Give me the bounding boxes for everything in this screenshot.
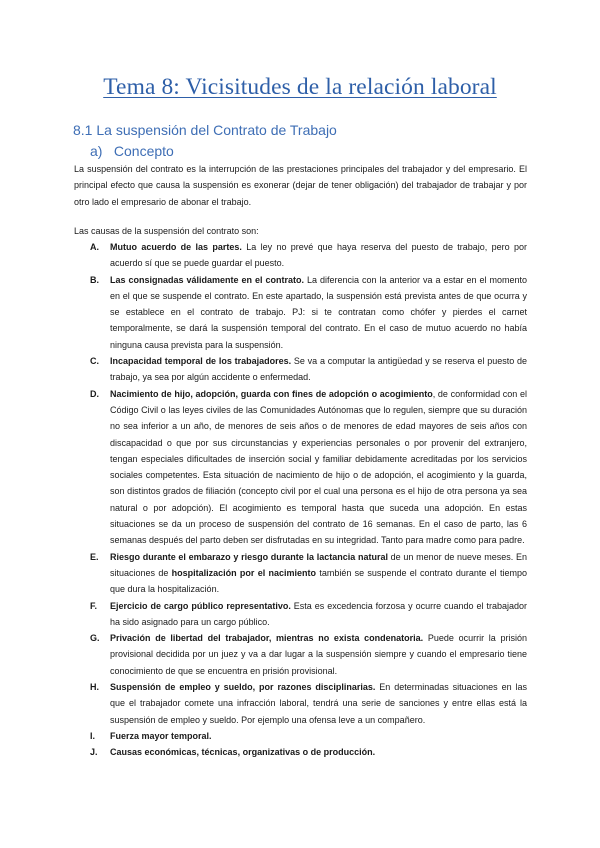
causes-intro: Las causas de la suspensión del contrato son: [74, 226, 259, 236]
cause-text: La ley no prevé que haya reserva del puesto de trabajo, pero por acuerdo sí que se puede guardar el puesto. [110, 242, 528, 269]
cause-text: Se va a computar la antigüedad y se reserva el puesto de trabajo, ya sea por algún accidente o enfermedad. [110, 356, 527, 383]
cause-letter: J. [90, 747, 98, 758]
cause-letter: G. [90, 633, 100, 644]
cause-item [74, 598, 527, 631]
cause-title: Fuerza mayor temporal. [110, 730, 212, 741]
cause-text: de un menor de nueve meses. En situaciones de [110, 551, 527, 578]
cause-letter: B. [90, 274, 99, 285]
cause-item [74, 679, 527, 728]
section-heading: 8.1 La suspensión del Contrato de Trabajo [73, 122, 337, 138]
cause-title: Nacimiento de hijo, adopción, guarda con fines de adopción o acogimiento [110, 388, 433, 399]
subsection-heading [90, 142, 174, 160]
cause-letter: F. [90, 600, 98, 611]
subsection-label: a) [90, 143, 103, 159]
cause-letter: H. [90, 682, 99, 693]
cause-text: Esta es excedencia forzosa y ocurre cuando el trabajador ha sido asignado para un cargo público. [110, 600, 527, 627]
cause-item [74, 549, 527, 598]
cause-letter: D. [90, 388, 99, 399]
cause-title: Privación de libertad del trabajador, mientras no exista condenatoria. [110, 633, 424, 644]
cause-title: Causas económicas, técnicas, organizativas o de producción. [110, 747, 376, 758]
cause-text: , de conformidad con el Código Civil o las leyes civiles de las Comunidades Autónomas que lo regulen, siempre que su duración no sea inferior a un año, de menores de seis años o de menores de edad mayores de seis años con discapacidad o que por sus circunstancias y experiencias personales o por provenir del extranjero, tengan especiales dificultades de inserción social y familiar debidamente acreditadas por los servicios sociales competentes. Esta situación de nacimiento de hijo o de adopción, el acogimiento y la guarda, son distintos grados de filiación (concepto civil por el cual una persona es el hijo de otra persona ya sea natural o por adopción). El acogimiento es temporal hasta que suceda una adopción. En estas situaciones se da un proceso de suspensión del contrato de 16 semanas. En el caso de parto, las 6 semanas después del parto deben ser disfrutadas en su integridad. Tanto para madre como para padre. [110, 388, 527, 546]
cause-item [74, 744, 527, 760]
cause-title-secondary: hospitalización por el nacimiento [171, 567, 317, 578]
page-title: Tema 8: Vicisitudes de la relación laboral [103, 74, 497, 100]
causes-list [74, 239, 527, 761]
cause-title: Las consignadas válidamente en el contrato. [110, 274, 304, 285]
cause-text-secondary: también se suspende el contrato durante el tiempo que dura la hospitalización. [110, 567, 527, 595]
cause-letter: C. [90, 356, 99, 367]
cause-letter: A. [90, 242, 99, 252]
cause-title: Riesgo durante el embarazo y riesgo durante la lactancia natural [110, 551, 388, 562]
cause-item [74, 630, 527, 679]
cause-item [74, 386, 527, 549]
cause-letter: I. [90, 730, 96, 741]
intro-paragraph: La suspensión del contrato es la interrupción de las prestaciones principales del trabajador y del empresario. El principal efecto que causa la suspensión es exonerar (dejar de tener obligación) del trabajador de trabajar y por otro lado el empresario de abonar el trabajo. [74, 164, 527, 207]
cause-text: Puede ocurrir la prisión provisional decidida por un juez y va a dar lugar a la suspensión siempre y cuando el empresario tiene conocimiento de que se encuentra en prisión provisional. [110, 633, 528, 676]
subsection-title: Concepto [113, 143, 174, 159]
cause-text: La diferencia con la anterior va a estar en el momento en el que se suspende el contrato. En este apartado, la suspensión está prevista antes de que ocurra y se establece en el contrato de trabajo. PJ: si te contratan como chófer y pierdes el carnet temporalmente, se dará la suspensión temporal del contrato. En el caso de mutuo acuerdo no había ninguna causa prevista para la suspensión. [110, 274, 527, 350]
cause-title: Ejercicio de cargo público representativo. [110, 600, 291, 611]
cause-title: Incapacidad temporal de los trabajadores. [110, 356, 292, 367]
cause-title: Suspensión de empleo y sueldo, por razones disciplinarias. [110, 682, 376, 693]
cause-item [74, 353, 527, 386]
cause-item [74, 239, 527, 272]
cause-item [74, 728, 527, 744]
cause-letter: E. [90, 551, 99, 562]
cause-item [74, 272, 527, 353]
cause-text: En determinadas situaciones en las que el trabajador comete una infracción laboral, tendrá una serie de sanciones y entre ellas está la suspensión de empleo y sueldo. Por ejemplo una ofensa leve a un compañero. [110, 682, 527, 725]
cause-title: Mutuo acuerdo de las partes. [110, 242, 242, 252]
